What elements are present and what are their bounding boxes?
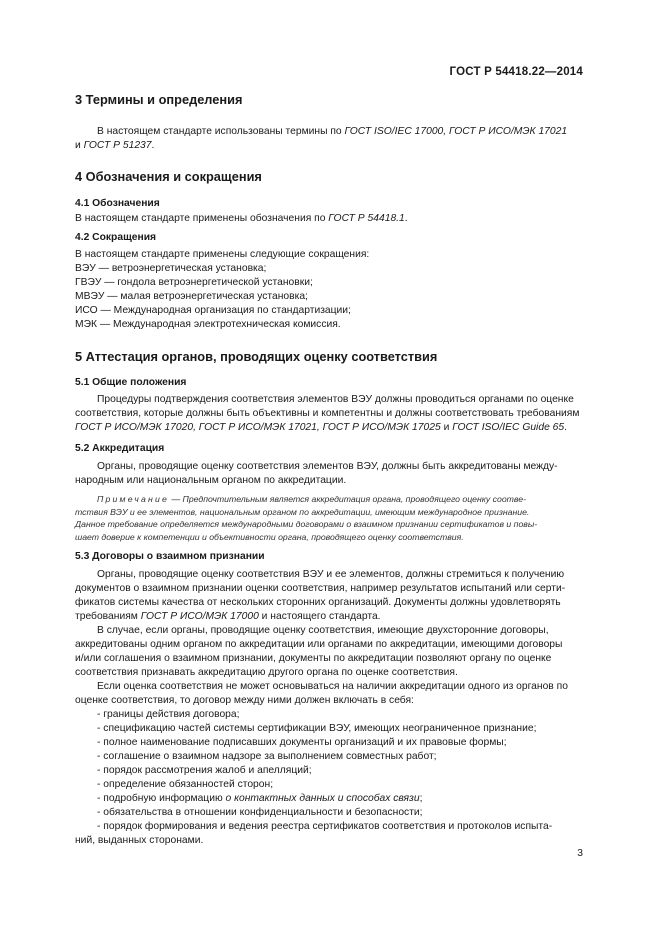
s51-line: соответствия, которые должны быть объективны и компетентны и должны соответствовать требованиям — [75, 408, 580, 419]
list-item: - порядок рассмотрения жалоб и апелляций; — [97, 765, 312, 776]
s51-line: ГОСТ Р ИСО/МЭК 17020, ГОСТ Р ИСО/МЭК 17021, ГОСТ Р ИСО/МЭК 17025 и ГОСТ ISO/IEC Guide 65. — [75, 422, 567, 433]
s53-p2-line: В случае, если органы, проводящие оценку соответствия, имеющие двухсторонние договоры, — [97, 625, 549, 636]
s53-p2-line: аккредитованы одним органом по аккредитации или органами по аккредитации, имеющими договоры — [75, 639, 563, 650]
section-3-heading: 3 Термины и определения — [75, 92, 243, 107]
list-item: - соглашение о взаимном надзоре за выполнением совместных работ; — [97, 751, 437, 762]
section-5-1-heading: 5.1 Общие положения — [75, 377, 187, 388]
s3-paragraph-line1: В настоящем стандарте использованы термины по ГОСТ ISO/IEC 17000, ГОСТ Р ИСО/МЭК 17021 — [97, 126, 568, 137]
note-label: Примечание — [97, 494, 170, 504]
list-item: - определение обязанностей сторон; — [97, 779, 274, 790]
note-line: шает доверие к компетенции и объективности органа, проводящего оценку соответствия. — [75, 531, 464, 542]
s53-p1-line: Органы, проводящие оценку соответствия ВЭУ и ее элементов, должны стремиться к получению — [97, 569, 565, 580]
section-5-3-heading: 5.3 Договоры о взаимном признании — [75, 551, 265, 562]
abbr-item: МВЭУ — малая ветроэнергетическая установка; — [75, 291, 308, 302]
list-item: - обязательства в отношении конфиденциальности и безопасности; — [97, 807, 423, 818]
list-item: - границы действия договора; — [97, 709, 240, 720]
s53-p1-line: требованиям ГОСТ Р ИСО/МЭК 17000 и настоящего стандарта. — [75, 611, 381, 622]
s53-p3-line: Если оценка соответствия не может основываться на наличии аккредитации одного из органов по — [97, 681, 568, 692]
s53-p1-line: документов о взаимном признании оценки соответствия, например результатов испытаний или серти- — [75, 583, 566, 594]
document-header: ГОСТ Р 54418.22—2014 — [449, 66, 583, 78]
s53-p1-line: фикатов системы качества от нескольких сторонних организаций. Документы должны удовлетворять — [75, 597, 561, 608]
section-5-2-heading: 5.2 Аккредитация — [75, 443, 165, 454]
abbr-item: МЭК — Международная электротехническая комиссия. — [75, 319, 341, 330]
s53-p3-line: оценке соответствия, то договор между ними должен включать в себя: — [75, 695, 414, 706]
s53-p2-line: и/или соглашения о взаимном признании, документы по аккредитации позволяют органу по оценке — [75, 653, 552, 664]
s42-intro: В настоящем стандарте применены следующие сокращения: — [75, 249, 370, 260]
s52-line: Органы, проводящие оценку соответствия элементов ВЭУ, должны быть аккредитованы между- — [97, 461, 558, 472]
section-5-heading: 5 Аттестация органов, проводящих оценку соответствия — [75, 349, 438, 364]
section-4-heading: 4 Обозначения и сокращения — [75, 169, 262, 184]
note-line: Данное требование определяется международными договорами о взаимном признании сертификатов и повы- — [75, 519, 538, 529]
section-4-2-heading: 4.2 Сокращения — [75, 232, 157, 243]
abbr-item: ГВЭУ — гондола ветроэнергетической установки; — [75, 277, 313, 288]
list-item: - полное наименование подписавших документы организаций и их правовые формы; — [97, 737, 507, 748]
s41-paragraph: В настоящем стандарте применены обозначения по ГОСТ Р 54418.1. — [75, 213, 408, 224]
note-line: тствия ВЭУ и ее элементов, национальным органом по аккредитации, имеющим международное признание. — [75, 506, 530, 517]
abbr-item: ВЭУ — ветроэнергетическая установка; — [75, 263, 267, 274]
s3-paragraph-line2: и ГОСТ Р 51237. — [75, 140, 155, 151]
page-number: 3 — [577, 848, 583, 859]
s51-line: Процедуры подтверждения соответствия элементов ВЭУ должны проводиться органами по оценке — [97, 394, 574, 405]
s52-line: народным или национальным органом по аккредитации. — [75, 475, 347, 486]
page-content — [75, 92, 585, 848]
list-item-continuation: ний, выданных сторонами. — [75, 835, 204, 846]
list-item: - спецификацию частей системы сертификации ВЭУ, имеющих неограниченное признание; — [97, 723, 537, 734]
section-4-1-heading: 4.1 Обозначения — [75, 198, 160, 209]
list-item: - подробную информацию о контактных данных и способах связи; — [97, 793, 423, 804]
note-line: Примечание — Предпочтительным является аккредитация органа, проводящего оценку соотве- — [97, 494, 526, 504]
s53-p2-line: соответствия признавать аккредитацию другого органа по оценке соответствия. — [75, 667, 458, 678]
list-item: - порядок формирования и ведения реестра сертификатов соответствия и протоколов испыта- — [97, 821, 553, 832]
abbr-item: ИСО — Международная организация по стандартизации; — [75, 305, 351, 316]
